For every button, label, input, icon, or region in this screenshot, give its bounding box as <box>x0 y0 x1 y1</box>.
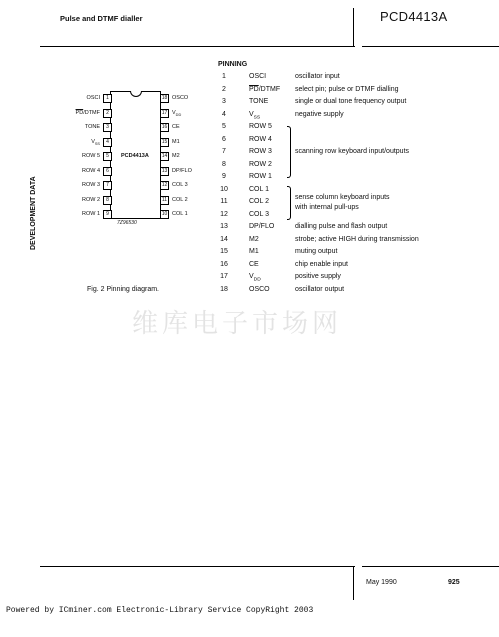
pin-symbol: M2 <box>249 235 259 243</box>
ic-pin-number: 11 <box>161 196 168 203</box>
ic-pin-label: COL 3 <box>172 182 188 188</box>
ic-pin-number: 3 <box>103 123 112 132</box>
pin-number: 18 <box>220 285 228 293</box>
pin-description: muting output <box>295 248 338 255</box>
footer-rule-left <box>40 566 355 567</box>
ic-pin-label: ROW 2 <box>81 196 100 203</box>
ic-pin-number: 13 <box>161 167 168 174</box>
ic-pin-label: M1 <box>172 138 180 145</box>
pin-symbol: COL 1 <box>249 185 269 193</box>
pin-number: 17 <box>220 273 228 280</box>
ic-pin-label: COL 2 <box>172 196 188 203</box>
footer-date: May 1990 <box>366 579 397 586</box>
powered-by-footer: Powered by ICminer.com Electronic-Library Service CopyRight 2003 <box>6 606 314 615</box>
pin-row <box>0 248 499 259</box>
pin-row <box>0 273 499 284</box>
pin-number: 15 <box>220 248 228 255</box>
pin-description: dialling pulse and flash output <box>295 223 388 230</box>
figure-caption: Fig. 2 Pinning diagram. <box>87 286 159 293</box>
pin-description: scanning row keyboard input/outputs <box>295 148 410 155</box>
pin-description: strobe; active HIGH during transmission <box>295 235 419 243</box>
pin-symbol: $V_{SS}$ <box>249 110 261 120</box>
ic-pin-label: OSCO <box>172 95 189 101</box>
pin-description: positive supply <box>295 273 341 280</box>
ic-pin-number: 1 <box>103 94 112 103</box>
ic-pin-number: 17 <box>161 109 168 116</box>
col-brace <box>287 186 291 220</box>
footer-rule-right <box>362 566 499 567</box>
pin-symbol: OSCO <box>249 285 270 293</box>
pin-description: chip enable input <box>295 260 348 268</box>
row-brace <box>287 126 291 178</box>
header-rule-left <box>40 46 355 47</box>
pin-row <box>0 261 499 272</box>
pin-number: 3 <box>222 98 226 105</box>
side-label: DEVELOPMENT DATA <box>30 176 37 250</box>
ic-pin-label: OSCI <box>86 95 100 101</box>
diagram-code: 7Z96530 <box>117 220 137 226</box>
pin-number: 11 <box>220 198 228 205</box>
pin-symbol: ROW 5 <box>249 123 272 130</box>
ic-chip-name: PCD4413A <box>121 153 149 159</box>
ic-pin-number: 18 <box>161 95 168 101</box>
ic-pin-label: ROW 4 <box>81 167 100 174</box>
footer-page-number: 925 <box>448 579 460 586</box>
ic-pin-label: $V_{SS}$ <box>91 138 100 146</box>
pin-number: 5 <box>222 123 226 130</box>
pin-row <box>0 236 499 247</box>
header-rule-right <box>362 46 499 47</box>
pin-symbol: CE <box>249 260 259 268</box>
ic-pin-number: 14 <box>161 153 168 159</box>
pin-symbol: M1 <box>249 248 259 255</box>
pin-number: 1 <box>222 73 226 80</box>
ic-pin-label: M2 <box>172 153 180 159</box>
ic-pin-label: ROW 5 <box>81 153 100 159</box>
pin-symbol: COL 2 <box>249 198 269 205</box>
pin-symbol: DP/FLO <box>249 223 275 230</box>
footer-divider <box>353 566 354 600</box>
pin-description: negative supply <box>295 110 344 118</box>
pin-symbol: $\overline{PD}$/DTMF <box>249 85 281 93</box>
pin-number: 4 <box>222 110 226 118</box>
pin-description: select pin; pulse or DTMF dialling <box>295 85 399 93</box>
ic-pin-label: TONE <box>84 124 100 130</box>
pin-number: 8 <box>222 160 226 168</box>
header-part-number: PCD4413A <box>380 9 448 24</box>
ic-pin-number: 10 <box>161 211 168 217</box>
pin-number: 16 <box>220 260 228 268</box>
pin-row <box>0 73 499 84</box>
ic-pin-label: CE <box>172 124 180 130</box>
ic-notch <box>130 91 142 97</box>
ic-pin-number: 8 <box>103 196 112 205</box>
ic-pin-label: COL 1 <box>172 211 188 217</box>
header-divider <box>353 8 354 46</box>
pin-symbol: ROW 4 <box>249 135 272 143</box>
pin-symbol: ROW 2 <box>249 160 272 168</box>
ic-pin-label: ROW 1 <box>81 211 100 217</box>
pin-number: 9 <box>222 173 226 180</box>
watermark: 维库电子市场网 <box>132 309 343 339</box>
header-left-title: Pulse and DTMF dialler <box>60 14 143 23</box>
ic-pin-number: 7 <box>103 181 112 190</box>
pin-symbol: ROW 1 <box>249 173 272 180</box>
ic-pin-number: 16 <box>161 124 168 130</box>
pin-number: 2 <box>222 85 226 93</box>
ic-pin-label: $V_{DD}$ <box>172 109 182 117</box>
pin-symbol: ROW 3 <box>249 148 272 155</box>
ic-pin-number: 4 <box>103 138 112 147</box>
pin-symbol: TONE <box>249 98 269 105</box>
ic-pin-number: 12 <box>161 182 168 188</box>
pin-description: oscillator output <box>295 285 345 293</box>
ic-pin-number: 6 <box>103 167 112 176</box>
ic-pin-number: 2 <box>103 109 112 118</box>
pinning-title: PINNING <box>218 61 248 68</box>
col-description-line2: with internal pull-ups <box>295 204 359 211</box>
pin-symbol: OSCI <box>249 73 267 80</box>
ic-pin-label: ROW 3 <box>81 182 100 188</box>
pin-number: 6 <box>222 135 226 143</box>
pin-description: sense column keyboard inputs <box>295 194 390 201</box>
pin-row <box>0 223 499 234</box>
pin-symbol: $V_{DD}$ <box>249 273 261 283</box>
ic-pin-number: 15 <box>161 138 168 145</box>
pin-number: 12 <box>220 210 228 218</box>
pin-number: 10 <box>220 185 228 193</box>
ic-pin-label: DP/FLO <box>172 167 192 174</box>
pin-row <box>0 286 499 297</box>
pin-number: 14 <box>220 235 228 243</box>
pin-description: single or dual tone frequency output <box>295 98 407 105</box>
pin-symbol: COL 3 <box>249 210 269 218</box>
ic-pin-label: $\overline{PD}$/DTMF <box>75 109 100 116</box>
ic-pin-number: 5 <box>103 152 112 161</box>
pin-number: 7 <box>222 148 226 155</box>
ic-pin-number: 9 <box>103 210 112 219</box>
pin-description: oscillator input <box>295 73 340 80</box>
pin-number: 13 <box>220 223 228 230</box>
